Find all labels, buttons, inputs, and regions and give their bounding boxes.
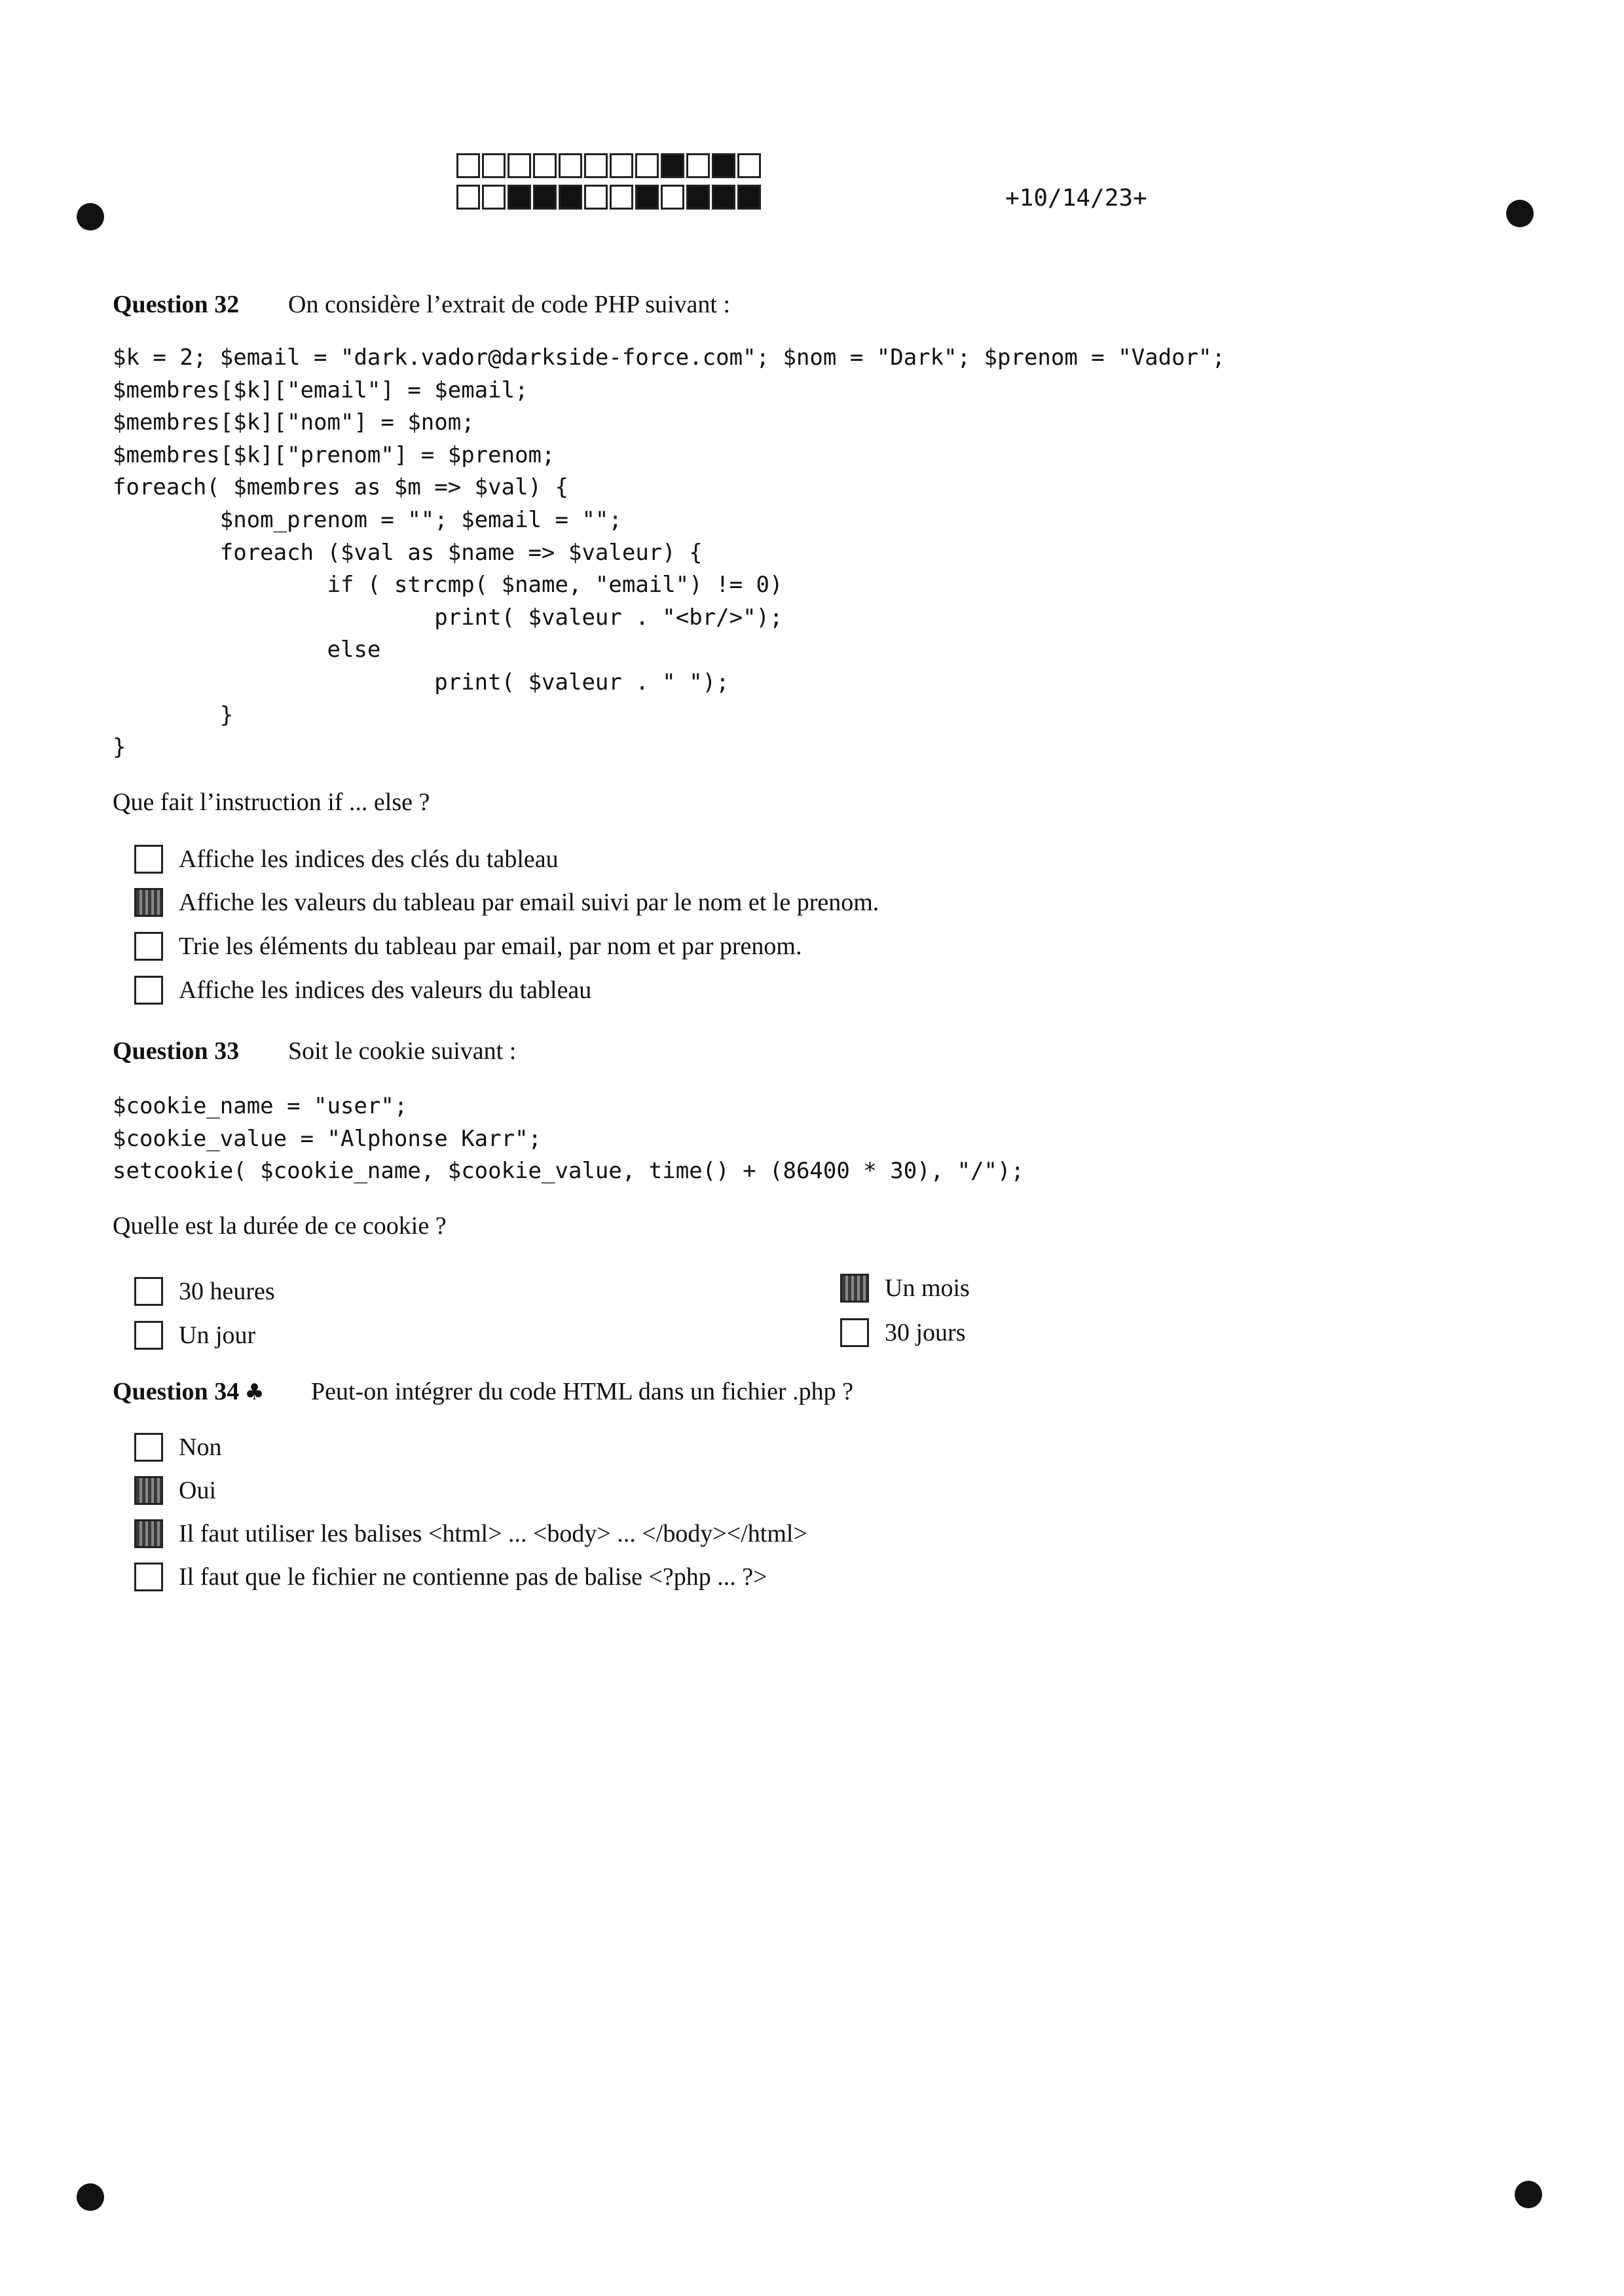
q32-code-block (113, 342, 1225, 764)
q33-option-4[interactable] (840, 1318, 966, 1347)
q33-prompt: Quelle est la durée de ce cookie ? (113, 1212, 447, 1240)
code-line: foreach( $membres as $m => $val) { (113, 474, 568, 501)
corner-mark-top-right (1506, 200, 1534, 227)
barcode-cell (686, 185, 710, 210)
code-line: print( $valeur . " "); (113, 669, 729, 695)
corner-mark-bottom-right (1515, 2181, 1542, 2208)
q32-statement: On considère l’extrait de code PHP suivant : (288, 291, 731, 318)
q33-code-block (113, 1090, 1024, 1188)
option-label: Trie les éléments du tableau par email, par nom et par prenom. (179, 933, 802, 960)
q33-option-2[interactable] (134, 1321, 255, 1350)
code-line: $membres[$k]["nom"] = $nom; (113, 409, 475, 436)
checkbox[interactable] (134, 1433, 163, 1462)
code-line: $membres[$k]["email"] = $email; (113, 377, 528, 403)
q33-statement: Soit le cookie suivant : (288, 1037, 517, 1065)
checkbox[interactable] (840, 1318, 869, 1347)
barcode-cell (584, 185, 608, 210)
barcode-cell (533, 185, 557, 210)
option-label: Affiche les indices des valeurs du tableau (179, 976, 592, 1004)
club-icon: ♣ (244, 1379, 265, 1405)
q32-label: Question 32 (113, 291, 240, 318)
barcode-cell (559, 185, 582, 210)
sheet-id-code: +10/14/23+ (1005, 185, 1147, 212)
option-label: Affiche les valeurs du tableau par email suivi par le nom et le prenom. (179, 889, 879, 916)
checkbox[interactable] (134, 845, 163, 874)
q32-option-3[interactable] (134, 932, 802, 961)
checkbox[interactable] (134, 932, 163, 961)
barcode-cell (533, 153, 557, 178)
barcode-cell (482, 185, 506, 210)
barcode-cell (482, 153, 506, 178)
checked-checkbox[interactable] (134, 888, 163, 917)
q33-option-1[interactable] (134, 1277, 275, 1306)
code-line: $cookie_value = "Alphonse Karr"; (113, 1125, 542, 1152)
barcode-cell (610, 153, 633, 178)
option-label: Un mois (885, 1274, 970, 1302)
q34-label (113, 1377, 265, 1406)
checked-checkbox[interactable] (134, 1519, 163, 1548)
code-line: if ( strcmp( $name, "email") != 0) (113, 572, 783, 599)
barcode-cell (456, 153, 480, 178)
option-label: Oui (179, 1477, 216, 1504)
barcode-cell (737, 153, 761, 178)
q34-option-4[interactable] (134, 1563, 767, 1591)
code-line: foreach ($val as $name => $valeur) { (113, 539, 703, 566)
option-label: Il faut que le fichier ne contienne pas de balise <?php ... ?> (179, 1563, 767, 1591)
barcode-cell (559, 153, 582, 178)
checkbox[interactable] (134, 976, 163, 1005)
barcode-cell (635, 185, 659, 210)
barcode-cell (610, 185, 633, 210)
checked-checkbox[interactable] (840, 1274, 869, 1303)
q34-statement: Peut-on intégrer du code HTML dans un fichier .php ? (311, 1378, 854, 1405)
barcode-cell (584, 153, 608, 178)
barcode-cell (712, 153, 735, 178)
option-label: Non (179, 1434, 222, 1461)
corner-mark-bottom-left (77, 2183, 104, 2211)
q34-option-3[interactable] (134, 1519, 807, 1548)
code-line: print( $valeur . "<br/>"); (113, 604, 783, 631)
code-line: else (113, 637, 381, 663)
barcode-cell (737, 185, 761, 210)
option-label: 30 heures (179, 1278, 275, 1305)
code-line: $k = 2; $email = "dark.vador@darkside-force.com"; $nom = "Dark"; $prenom = "Vador"; (113, 344, 1225, 371)
barcode-cell (507, 185, 531, 210)
code-line: $cookie_name = "user"; (113, 1093, 408, 1119)
checked-checkbox[interactable] (134, 1476, 163, 1505)
code-line: $nom_prenom = ""; $email = ""; (113, 506, 622, 533)
barcode-cell (712, 185, 735, 210)
q34-option-1[interactable] (134, 1433, 221, 1462)
q34-option-2[interactable] (134, 1476, 216, 1505)
barcode-cell (661, 153, 684, 178)
checkbox[interactable] (134, 1563, 163, 1591)
q32-option-1[interactable] (134, 845, 559, 874)
q32-option-4[interactable] (134, 976, 591, 1005)
barcode-cell (456, 185, 480, 210)
barcode-cell (661, 185, 684, 210)
corner-mark-top-left (77, 203, 104, 231)
code-line: setcookie( $cookie_name, $cookie_value, time() + (86400 * 30), "/"); (113, 1158, 1024, 1185)
code-line: $membres[$k]["prenom"] = $prenom; (113, 441, 555, 468)
option-label: Il faut utiliser les balises <html> ... <body> ... </body></html> (179, 1520, 807, 1547)
q34-label-text: Question 34 (113, 1378, 240, 1405)
barcode-cell (686, 153, 710, 178)
checkbox[interactable] (134, 1277, 163, 1306)
option-label: Affiche les indices des clés du tableau (179, 845, 559, 873)
option-label: Un jour (179, 1322, 256, 1349)
barcode-row-2 (456, 185, 763, 210)
option-label: 30 jours (885, 1319, 966, 1346)
q33-label: Question 33 (113, 1037, 240, 1065)
barcode-cell (507, 153, 531, 178)
q32-option-2[interactable] (134, 888, 879, 917)
checkbox[interactable] (134, 1321, 163, 1350)
code-line: } (113, 701, 234, 728)
q33-option-3[interactable] (840, 1274, 970, 1303)
barcode-cell (635, 153, 659, 178)
barcode-row-1 (456, 153, 763, 178)
code-line: } (113, 734, 126, 761)
q32-prompt: Que fait l’instruction if ... else ? (113, 788, 430, 816)
